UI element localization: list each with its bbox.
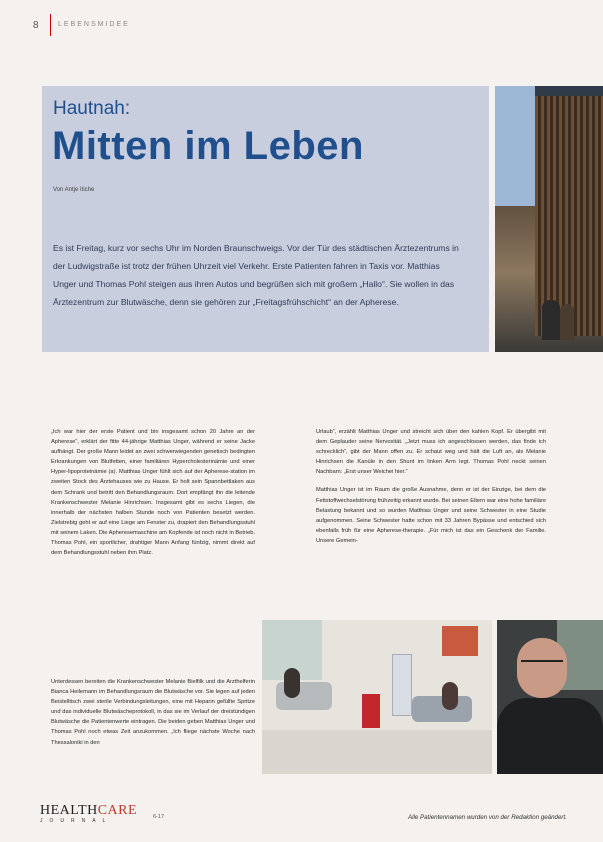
treatment-room-photo [262, 620, 492, 774]
building-photo [495, 86, 603, 352]
issue-number: 6-17 [153, 814, 165, 820]
logo-health: HEALTH [40, 803, 98, 818]
byline: Von Antje Itiche [53, 187, 95, 193]
body-paragraph: „Ich war hier der erste Patient und bin insgesamt schon 20 Jahre an der Apherese“, erklärt der fitte 44-jährige Matthias Unger, während er seine Jacke aufhängt. Der große Mann leidet an zwei schwerwiegenden genetisch bedingten Erkrankungen von Blutfetten, einer familiären Hypercholesterinämie und einer Hyper-lipoproteinämie (a). Matthias Unger fühlt sich auf der Apherese-station im zweiten Stock des Ärztehauses wie zu Hause. Er holt sein Spannbettlaken aus dem Schrank und betritt den Behandlungsraum. Dort empfängt ihn die leitende Krankenschwester Melanie Hinrichsen. Insgesamt gibt es sechs Liegen, die innerhalb der nächsten halben Stunde noch von Patienten besetzt werden. Zielstrebig geht er auf eine Liege am Fenster zu, drapiert den Behandlungsstuhl mit seinem Laken. Die Apheresemaschine am Kopfende ist noch nicht in Betrieb. Thomas Pohl, ein sportlicher, drahtiger Mann Anfang fünfzig, nimmt direkt auf dem Behandlungsstuhl neben ihm Platz. [51, 429, 255, 557]
kicker: Hautnah: [53, 98, 131, 119]
body-column-left [51, 427, 255, 566]
body-paragraph: Urlaub“, erzählt Matthias Unger und streicht sich über den kahlen Kopf. Er übergibt mit dem Geplauder seine Nervosität. „Jetzt muss ich angeschlossen werden, das finde ich schrecklich“, gibt der Mann offen zu. Er schaut weg und hält die Luft an, als Melanie Hinrichsen die Kanüle in den Shunt im linken Arm legt. Thomas Pohl neckt seinen Nachbarn: „Erst unser Weichei hier.“ [316, 429, 546, 476]
photo-caption: Alle Patientennamen wurden von der Redaktion geändert. [408, 814, 567, 821]
lead-paragraph: Es ist Freitag, kurz vor sechs Uhr im Norden Braunschweigs. Vor der Tür des städtischen Ärztezentrums in der Ludwigstraße ist trotz der frühen Uhrzeit viel Verkehr. Erste Patienten fahren in Taxis vor. Matthias Unger und Thomas Pohl steigen aus ihren Autos und begrüßen sich mit großem „Hallo“. Sie wollen in das Ärztezentrum zur Blutwäsche, denn sie gehören zur „Freitagsfrühschicht“ an der Apherese. [53, 243, 459, 307]
body-column-left-lower [51, 677, 255, 756]
section-label: LEBENSMIDEE [58, 21, 130, 28]
body-column-right [316, 427, 546, 554]
body-paragraph: Matthias Unger ist im Raum die große Ausnahme, denn er ist der Einzige, bei dem die Fettstoffwechselstörung frühzeitig erkannt wurde. Bei seinen Eltern war eine hohe familiäre Belastung bekannt und so wurden Matthias Unger und seine Schwester in eine Studie aufgenommen. Seine Schwester hatte schon mit 33 Jahren Bypässe und entschied sich ebenfalls früh für eine Apherese-therapie. „Für mich ist das ein Geschenk der Familie. Unsere Gemein- [316, 487, 546, 544]
patient-portrait-photo [497, 620, 603, 774]
page-title: Mitten im Leben [52, 124, 364, 168]
logo-journal: JOURNAL [40, 818, 113, 824]
logo-care: CARE [97, 803, 138, 818]
page-number: 8 [33, 20, 39, 31]
body-paragraph: Unterdessen bereiten die Krankenschwester Melanie Bielfilk und die Arzthelferin Bianca Heilemann im Behandlungsraum die Blutwäsche vor. Sie legen auf jeden Beistelltisch zwei sterile Verbindungsleitungen, eine mit Heparin gefüllte Spritze und das individuelle Blutwäscheprotokoll, in das sie im Verlauf der dreistündigen Blutwäsche die Patientenwerte eintragen. Die beiden geben Matthias Unger und Thomas Pohl noch etwas Zeit anzukommen. „Ich fliege nächste Woche nach Thessaloniki in den [51, 679, 255, 746]
header-rule [50, 14, 51, 36]
journal-logo [40, 803, 137, 824]
